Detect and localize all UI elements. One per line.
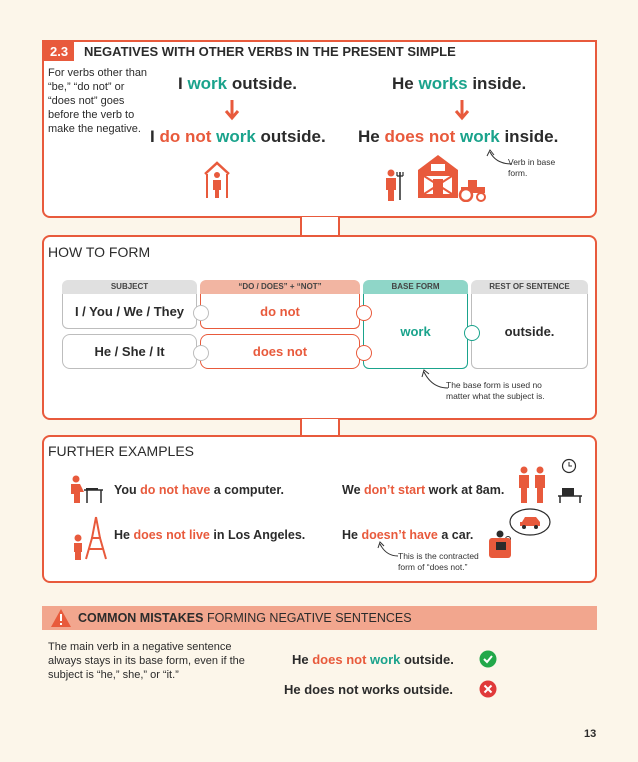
header-rest-of-sentence: REST OF SENTENCE xyxy=(471,280,588,294)
example-negative-2: He does not work inside. xyxy=(358,127,559,146)
incorrect-sentence: He does not works outside. xyxy=(284,682,454,697)
barn-icon xyxy=(416,152,460,200)
further-example-4: He doesn’t have a car. xyxy=(342,528,474,542)
rest-of-sentence-piece: outside. xyxy=(471,294,588,369)
pointer-line-icon xyxy=(376,540,400,560)
example-positive-2: He works inside. xyxy=(392,74,527,93)
tractor-icon xyxy=(458,178,486,202)
eiffel-tower-icon xyxy=(72,516,108,560)
further-example-3: He does not live in Los Angeles. xyxy=(114,528,306,542)
page-number: 13 xyxy=(584,728,597,740)
contracted-form-note: This is the contracted form of “does not.” xyxy=(398,551,479,572)
base-form-piece: work xyxy=(363,294,468,369)
arrow-down-icon xyxy=(452,98,472,122)
header-subject: SUBJECT xyxy=(62,280,197,294)
example-negative-1: I do not work outside. xyxy=(150,127,326,146)
section-header-rule xyxy=(42,40,597,42)
negator-piece-do-not: do not xyxy=(200,294,360,329)
correct-sentence: He does not work outside. xyxy=(292,652,454,667)
example-positive-1: I work outside. xyxy=(178,74,298,93)
header-do-does-not: “DO / DOES” + “NOT” xyxy=(200,280,360,294)
puzzle-knob xyxy=(356,345,372,361)
cross-icon xyxy=(479,680,497,698)
further-example-1: You do not have a computer. xyxy=(114,483,284,497)
puzzle-knob xyxy=(193,305,209,321)
subject-piece-singular: He / She / It xyxy=(62,334,197,369)
verb-base-note: Verb in base form. xyxy=(508,157,556,178)
check-icon xyxy=(479,650,497,668)
further-examples-title: FURTHER EXAMPLES xyxy=(48,443,194,459)
negator-piece-does-not: does not xyxy=(200,334,360,369)
base-form-note: The base form is used no matter what the subject is. xyxy=(446,380,545,401)
subject-piece-plural: I / You / We / They xyxy=(62,294,197,329)
section-title: NEGATIVES WITH OTHER VERBS IN THE PRESENT SIMPLE xyxy=(84,44,456,59)
computer-desk-icon xyxy=(68,474,104,504)
puzzle-knob xyxy=(356,305,372,321)
common-mistakes-title: COMMON MISTAKES FORMING NEGATIVE SENTENCES xyxy=(78,611,412,625)
farmer-icon xyxy=(382,168,406,202)
further-example-2: We don’t start work at 8am. xyxy=(342,483,505,497)
office-workers-clock-icon xyxy=(514,458,584,504)
puzzle-knob xyxy=(193,345,209,361)
person-outside-icon xyxy=(202,160,232,200)
puzzle-knob xyxy=(464,325,480,341)
common-mistakes-body: The main verb in a negative sentence always stays in its base form, even if the subject is “he,” she,” or “it.” xyxy=(48,641,245,681)
header-base-form: BASE FORM xyxy=(363,280,468,294)
intro-text: For verbs other than “be,” “do not” or “does not” goes before the verb to make the negative. xyxy=(48,67,148,135)
how-to-form-title: HOW TO FORM xyxy=(48,244,151,260)
arrow-down-icon xyxy=(222,98,242,122)
car-dream-icon xyxy=(486,506,552,560)
warning-icon xyxy=(50,608,72,628)
section-number-badge: 2.3 xyxy=(44,42,74,61)
panel-connector xyxy=(300,217,340,237)
